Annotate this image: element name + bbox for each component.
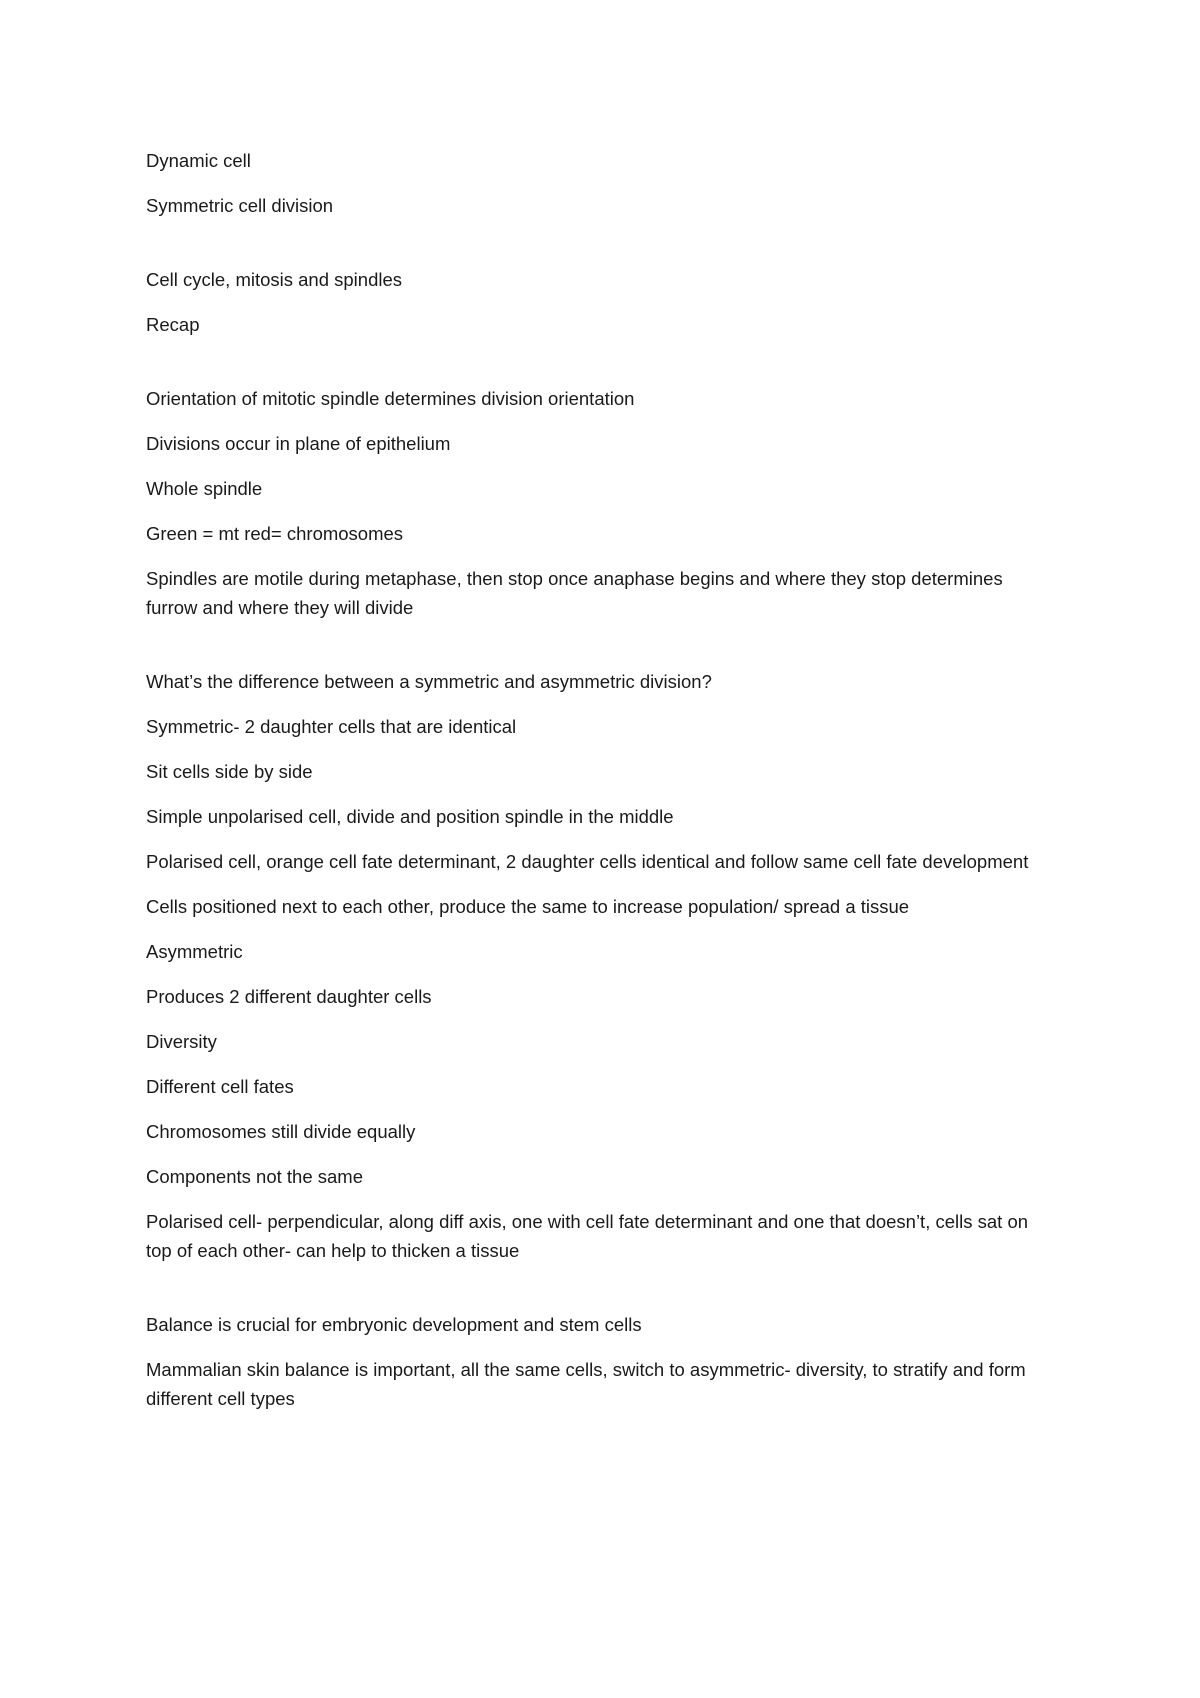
text-line: Polarised cell, orange cell fate determinant, 2 daughter cells identical and follow same cell fate development — [146, 851, 1029, 872]
text-line: Orientation of mitotic spindle determines division orientation — [146, 388, 635, 409]
text-line: Balance is crucial for embryonic development and stem cells — [146, 1314, 642, 1335]
text-line: Mammalian skin balance is important, all the same cells, switch to asymmetric- diversity, to stratify and form different cell types — [146, 1359, 1026, 1409]
text-line: Diversity — [146, 1031, 217, 1052]
text-line: Cell cycle, mitosis and spindles — [146, 269, 403, 290]
text-line: Polarised cell- perpendicular, along diff axis, one with cell fate determinant and one that doesn’t, cells sat on top of each other- can help to thicken a tissue — [146, 1211, 1029, 1261]
text-line: Symmetric cell division — [146, 195, 334, 216]
text-line: Dynamic cell — [146, 150, 251, 171]
text-line: Cells positioned next to each other, produce the same to increase population/ spread a tissue — [146, 896, 910, 917]
text-line: Sit cells side by side — [146, 761, 313, 782]
text-line: Components not the same — [146, 1166, 363, 1187]
text-line: Recap — [146, 314, 200, 335]
document-body — [146, 146, 1056, 1429]
text-line: Chromosomes still divide equally — [146, 1121, 416, 1142]
text-line: Asymmetric — [146, 941, 243, 962]
text-line: Symmetric- 2 daughter cells that are identical — [146, 716, 517, 737]
text-line: Spindles are motile during metaphase, then stop once anaphase begins and where they stop determines furrow and where they will divide — [146, 568, 1003, 618]
text-line: Green = mt red= chromosomes — [146, 523, 404, 544]
text-line: What’s the difference between a symmetric and asymmetric division? — [146, 671, 712, 692]
text-line: Simple unpolarised cell, divide and position spindle in the middle — [146, 806, 674, 827]
text-line: Whole spindle — [146, 478, 263, 499]
text-line: Divisions occur in plane of epithelium — [146, 433, 451, 454]
text-line: Produces 2 different daughter cells — [146, 986, 432, 1007]
text-line: Different cell fates — [146, 1076, 294, 1097]
